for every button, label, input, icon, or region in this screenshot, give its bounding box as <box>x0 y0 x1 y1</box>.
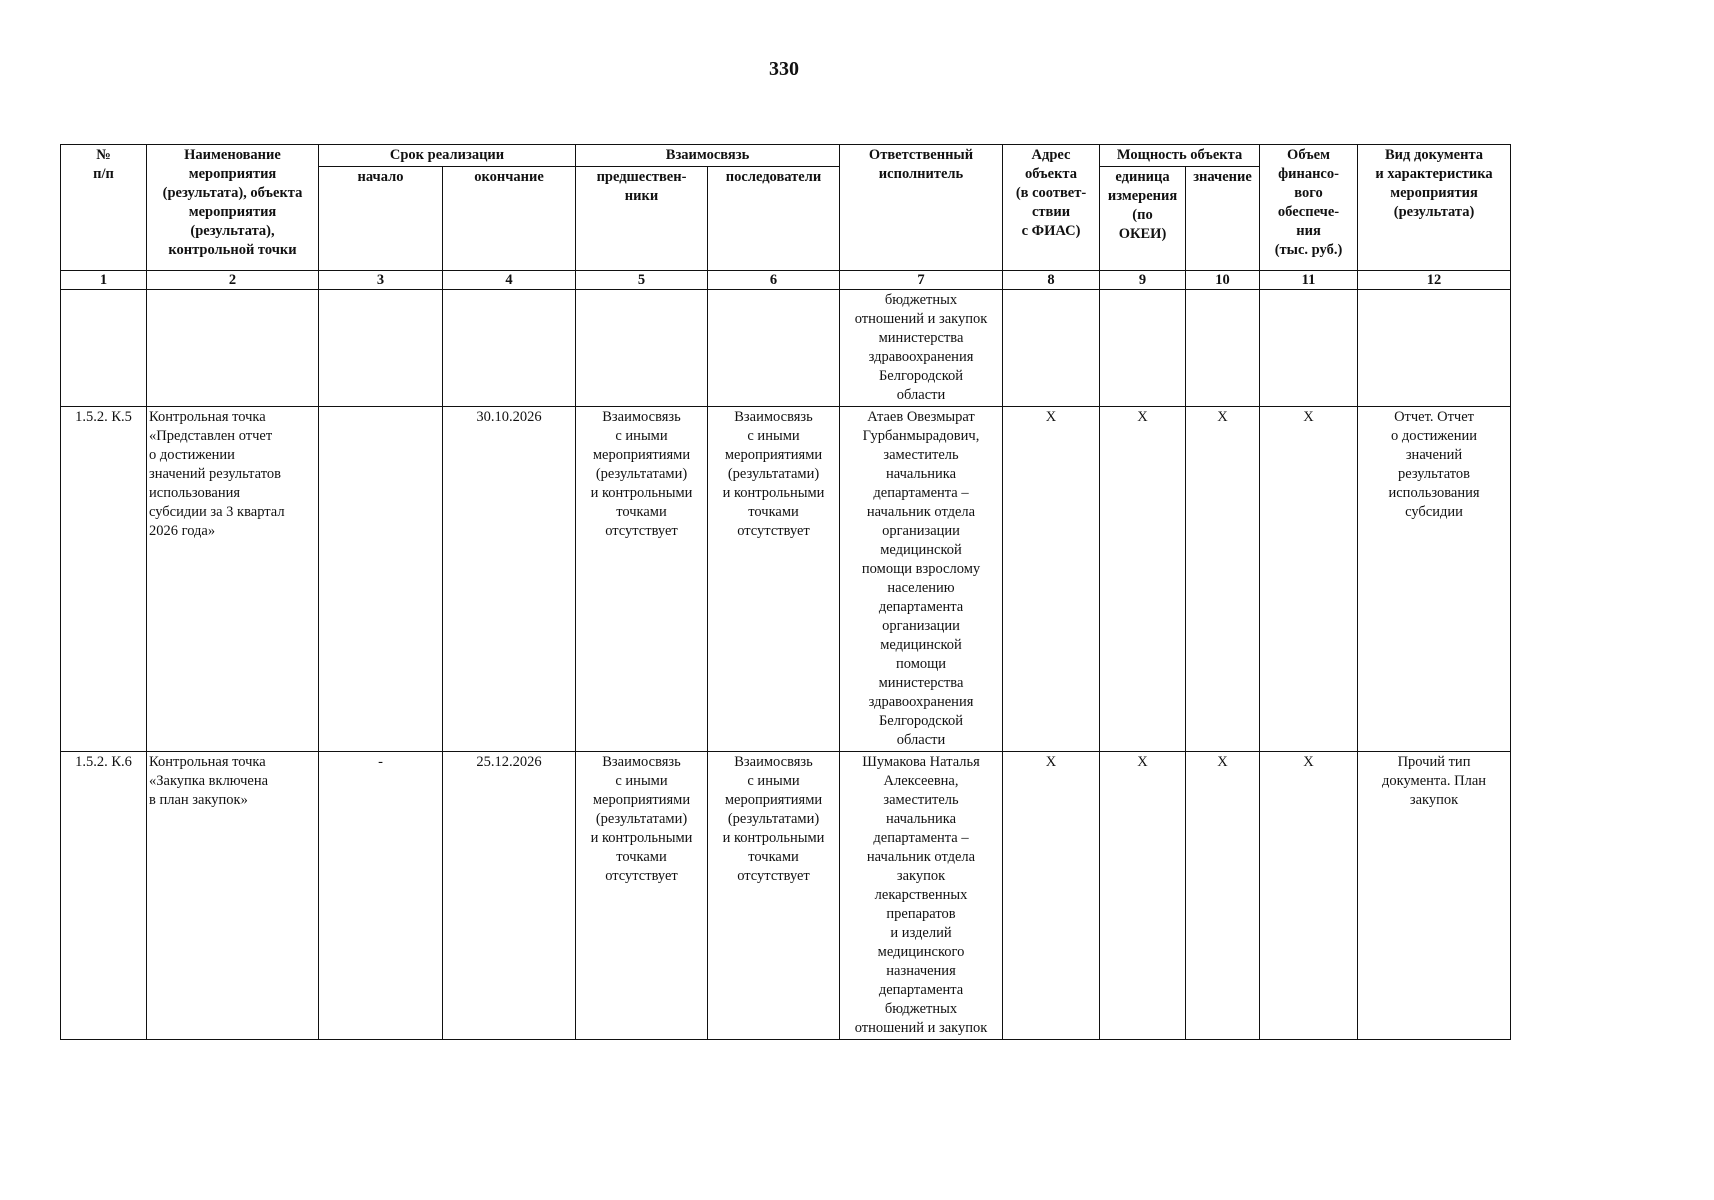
table-header <box>61 145 1511 290</box>
cell-start <box>319 407 443 752</box>
header-responsible: Ответственный исполнитель <box>840 145 1003 271</box>
cell-address: X <box>1003 407 1100 752</box>
cell-value <box>1186 290 1260 407</box>
cell-unit: X <box>1100 407 1186 752</box>
header-capacity-group: Мощность объекта <box>1100 145 1260 167</box>
column-number-row <box>61 271 1511 290</box>
table-row <box>61 290 1511 407</box>
header-end: окончание <box>443 167 576 271</box>
page-number: 330 <box>769 58 799 80</box>
column-number: 4 <box>443 271 576 290</box>
cell-successors <box>708 290 840 407</box>
header-link-group: Взаимосвязь <box>576 145 840 167</box>
cell-document <box>1358 290 1511 407</box>
cell-end: 30.10.2026 <box>443 407 576 752</box>
cell-address: X <box>1003 752 1100 1040</box>
cell-name: Контрольная точка «Представлен отчет о достижении значений результатов использования субсидии за 3 квартал 2026 года» <box>147 407 319 752</box>
header-unit: единица измерения (по ОКЕИ) <box>1100 167 1186 271</box>
plan-table <box>60 144 1511 1040</box>
cell-name <box>147 290 319 407</box>
cell-value: X <box>1186 407 1260 752</box>
cell-finance: X <box>1260 407 1358 752</box>
cell-responsible: Шумакова Наталья Алексеевна, заместитель начальника департамента – начальник отдела закупок лекарственных препаратов и изделий медицинского назначения департамента бюджетных отношений и закупок <box>840 752 1003 1040</box>
column-number: 12 <box>1358 271 1511 290</box>
cell-successors: Взаимосвязь с иными мероприятиями (результатами) и контрольными точками отсутствует <box>708 752 840 1040</box>
cell-predecessors <box>576 290 708 407</box>
header-number: № п/п <box>61 145 147 271</box>
cell-predecessors: Взаимосвязь с иными мероприятиями (результатами) и контрольными точками отсутствует <box>576 752 708 1040</box>
cell-finance <box>1260 290 1358 407</box>
cell-end: 25.12.2026 <box>443 752 576 1040</box>
header-term-group: Срок реализации <box>319 145 576 167</box>
cell-unit <box>1100 290 1186 407</box>
cell-start: - <box>319 752 443 1040</box>
header-name: Наименование мероприятия (результата), объекта мероприятия (результата), контрольной точки <box>147 145 319 271</box>
cell-start <box>319 290 443 407</box>
header-start: начало <box>319 167 443 271</box>
column-number: 9 <box>1100 271 1186 290</box>
cell-name: Контрольная точка «Закупка включена в план закупок» <box>147 752 319 1040</box>
column-number: 11 <box>1260 271 1358 290</box>
cell-number <box>61 290 147 407</box>
cell-successors: Взаимосвязь с иными мероприятиями (результатами) и контрольными точками отсутствует <box>708 407 840 752</box>
column-number: 6 <box>708 271 840 290</box>
column-number: 10 <box>1186 271 1260 290</box>
table-row <box>61 407 1511 752</box>
column-number: 3 <box>319 271 443 290</box>
header-value: значение <box>1186 167 1260 271</box>
cell-number: 1.5.2. К.6 <box>61 752 147 1040</box>
cell-address <box>1003 290 1100 407</box>
cell-responsible: Атаев Овезмырат Гурбанмырадович, заместитель начальника департамента – начальник отдела организации медицинской помощи взрослому населению департамента организации медицинской помощи министерства здравоохранения Белгородской области <box>840 407 1003 752</box>
column-number: 2 <box>147 271 319 290</box>
cell-finance: X <box>1260 752 1358 1040</box>
cell-end <box>443 290 576 407</box>
cell-document: Прочий тип документа. План закупок <box>1358 752 1511 1040</box>
column-number: 5 <box>576 271 708 290</box>
column-number: 7 <box>840 271 1003 290</box>
cell-unit: X <box>1100 752 1186 1040</box>
cell-responsible: бюджетных отношений и закупок министерства здравоохранения Белгородской области <box>840 290 1003 407</box>
cell-value: X <box>1186 752 1260 1040</box>
cell-number: 1.5.2. К.5 <box>61 407 147 752</box>
header-successors: последователи <box>708 167 840 271</box>
table-row <box>61 752 1511 1040</box>
cell-document: Отчет. Отчет о достижении значений результатов использования субсидии <box>1358 407 1511 752</box>
header-predecessors: предшествен- ники <box>576 167 708 271</box>
cell-predecessors: Взаимосвязь с иными мероприятиями (результатами) и контрольными точками отсутствует <box>576 407 708 752</box>
header-document: Вид документа и характеристика мероприятия (результата) <box>1358 145 1511 271</box>
column-number: 8 <box>1003 271 1100 290</box>
header-address: Адрес объекта (в соответ- ствии с ФИАС) <box>1003 145 1100 271</box>
header-finance: Объем финансо- вого обеспече- ния (тыс. руб.) <box>1260 145 1358 271</box>
column-number: 1 <box>61 271 147 290</box>
